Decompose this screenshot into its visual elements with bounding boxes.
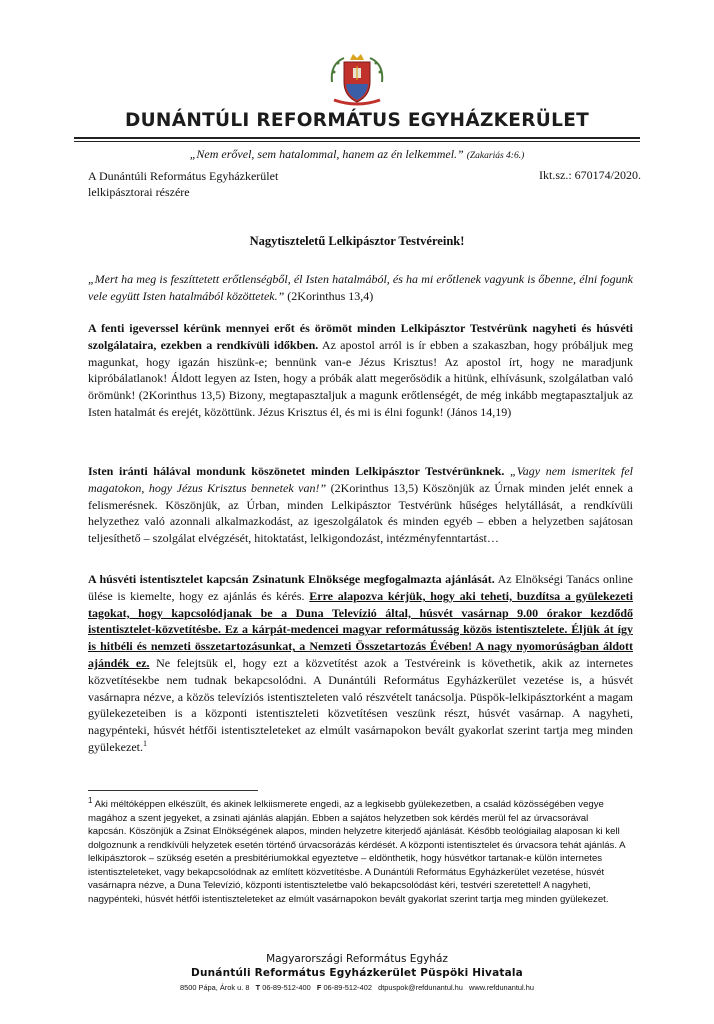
- footer-fax: 06-89-512-402: [321, 983, 372, 992]
- paragraph-3: [88, 571, 633, 756]
- recipient-line-1: A Dunántúli Református Egyházkerület: [88, 169, 279, 183]
- paragraph-2-text: (2Korinthus 13,5) Köszönjük az Úrnak minden jelét ennek a felismerésnek. Köszönjük, az Úrban, minden Lelkipásztor Testvérünk hűséges helytállását, a rendkívüli helyzethez való azonnali alkalmazkodást, az igeszolgálatok és minden egyéb – ebben a helyzetben sajátosan teljesíthető – szolgálat elvégzését, hitoktatást, lelkigondozást, intézményfenntartást…: [88, 480, 633, 546]
- motto: [0, 147, 714, 162]
- motto-text: „Nem erővel, sem hatalommal, hanem az én lelkemmel.”: [189, 147, 464, 161]
- fax-label: F: [316, 983, 322, 992]
- coat-of-arms-icon: [326, 48, 388, 110]
- footer-office: Dunántúli Református Egyházkerület Püspöki Hivatala: [191, 967, 523, 979]
- paragraph-1-lead: A fenti igeverssel kérünk mennyei erőt és örömöt minden Lelkipásztor Testvérünk nagyheti és húsvéti szolgálataira, ezekben a rendkívüli időkben.: [88, 321, 633, 352]
- paragraph-3-text-2: Ne felejtsük el, hogy ezt a közvetítést azok a Testvéreink is követhetik, akik az internetes közvetítésekbe nem tudnak bekapcsolódni. A Dunántúli Református Egyházkerület vezetése is, a húsvét vasárnapra nézve, a közös televíziós istentiszteleten való részvételt tanácsolja. Püspök-lelkipásztorként a magam gyülekezeteiben is a központi istentiszteleti közvetítésen veszünk részt, húsvét vasárnap. A nagyheti, nagypénteki, húsvét hétfői istentiszteleteket az elmúlt vasárnapokon bevált gyakorlat szerint tartja meg minden gyülekezet.: [88, 655, 633, 754]
- paragraph-1: [88, 320, 633, 421]
- bible-quote: [88, 271, 633, 305]
- footer-contact: [0, 983, 714, 992]
- paragraph-2-lead: Isten iránti hálával mondunk köszönetet minden Lelkipásztor Testvérünknek.: [88, 464, 505, 478]
- footer-phone: 06-89-512-400: [260, 983, 311, 992]
- paragraph-3-underlined: Erre alapozva kérjük, hogy aki teheti, buzdítsa a gyülekezeti tagokat, hogy kapcsolódjanak be a Duna Televízió által, húsvét vasárnap 9.00 órakor kezdődő istentisztelet-közvetítésbe. Ez a kárpát-medencei magyar reformátusság közös istentisztelete. Éljük át így is hitbéli és nemzeti összetartozásunkat, a Nemzeti Összetartozás Évében! A nagy nyomorúságban áldott ajándék ez.: [88, 588, 633, 670]
- quote-text: „Mert ha meg is feszíttetett erőtlenségből, él Isten hatalmából, és ha mi erőtlenek vagyunk is őbenne, élni fogunk vele együtt Isten hatalmából közöttetek.”: [88, 272, 633, 303]
- footnote-divider: [88, 790, 258, 791]
- footer-address: 8500 Pápa, Árok u. 8: [180, 983, 250, 992]
- registration-number: Ikt.sz.: 670174/2020.: [539, 168, 641, 182]
- header-rule-thin: [74, 141, 640, 142]
- footnote-text: Aki méltóképpen elkészült, és akinek lelkiismerete engedi, az a legkisebb gyülekezetben, a család közösségében vegye magához a szent jegyeket, a zsinati ajánlás alapján. Ebben a sajátos helyzetben sok kérdés merül fel az úrvacsorával kapcsán. Köszönjük a Zsinat Elnökségének alapos, minden helyzetre kiterjedő ajánlását. Később teológiailag alaposan ki kell dolgoznunk a rendkívüli helyzetek esetén történő úrvacsorázás kérdését. A központi istentisztelet és úrvacsora tehát ajánlás. A lelkipásztorok – szükség esetén a presbitériumokkal egyeztetve – eldönthetik, hogy húsvétkor tartanak-e külön internetes istentiszteleteket, vagy bekapcsolódnak az említett közvetítésbe. A Dunántúli Református Egyházkerület vezetése, húsvét vasárnapra nézve, a Duna Televízió, központi istentiszteletbe való bekapcsolódást kéri, testvéri szeretettel! A nagyheti, nagypénteki, húsvét hétfői istentiszteleteket az elmúlt vasárnapokon bevált gyakorlat szerint tartja meg minden gyülekezet.: [88, 799, 626, 905]
- phone-label: T: [255, 983, 261, 992]
- footnote: [88, 795, 628, 906]
- paragraph-3-lead: A húsvéti istentisztelet kapcsán Zsinatunk Elnöksége megfogalmazta ajánlását.: [88, 572, 495, 586]
- motto-reference: (Zakariás 4:6.): [466, 151, 525, 161]
- quote-reference: (2Korinthus 13,4): [284, 288, 374, 303]
- footnote-mark: 1: [88, 795, 93, 805]
- paragraph-2: [88, 463, 633, 547]
- paragraph-2-quote: „Vagy nem ismeritek fel magatokon, hogy Jézus Krisztus bennetek van!”: [88, 464, 633, 495]
- organization-title: DUNÁNTÚLI REFORMÁTUS EGYHÁZKERÜLET: [124, 110, 590, 131]
- paragraph-3-text-1: Az Elnökségi Tanács online ülése is kiemelte, hogy ez ajánlás és kérés.: [88, 572, 633, 603]
- footnote-reference[interactable]: 1: [142, 738, 147, 748]
- recipient-line-2: lelkipásztorai részére: [88, 185, 190, 199]
- salutation: Nagytiszteletű Lelkipásztor Testvéreink!: [249, 234, 465, 248]
- footer-website[interactable]: www.refdunantul.hu: [469, 983, 534, 992]
- footer-email[interactable]: dtpuspok@refdunantul.hu: [378, 983, 463, 992]
- footer-church: Magyarországi Református Egyház: [266, 953, 448, 965]
- recipient-address: [88, 168, 278, 200]
- paragraph-1-text: Az apostol arról is ír ebben a szakaszban, hogy próbáljuk meg magunkat, hogy igazán hiszünk-e; bennünk van-e Jézus Krisztus! Az apostol írt, hogy ne maradjunk kipróbálatlanok! Áldott legyen az Isten, hogy a próbák alatt megerősödik a hitünk, elhívásunk, szolgálatban való örömünk! (2Korinthus 13,5) Bizony, megtapasztaljuk a magunk erőtlenségét, de még inkább megtapasztaljuk az Isten hatalmát és erejét, közöttünk. Jézus Krisztus él, és mi is élni fogunk! (János 14,19): [88, 337, 633, 419]
- header-rule: [74, 137, 640, 139]
